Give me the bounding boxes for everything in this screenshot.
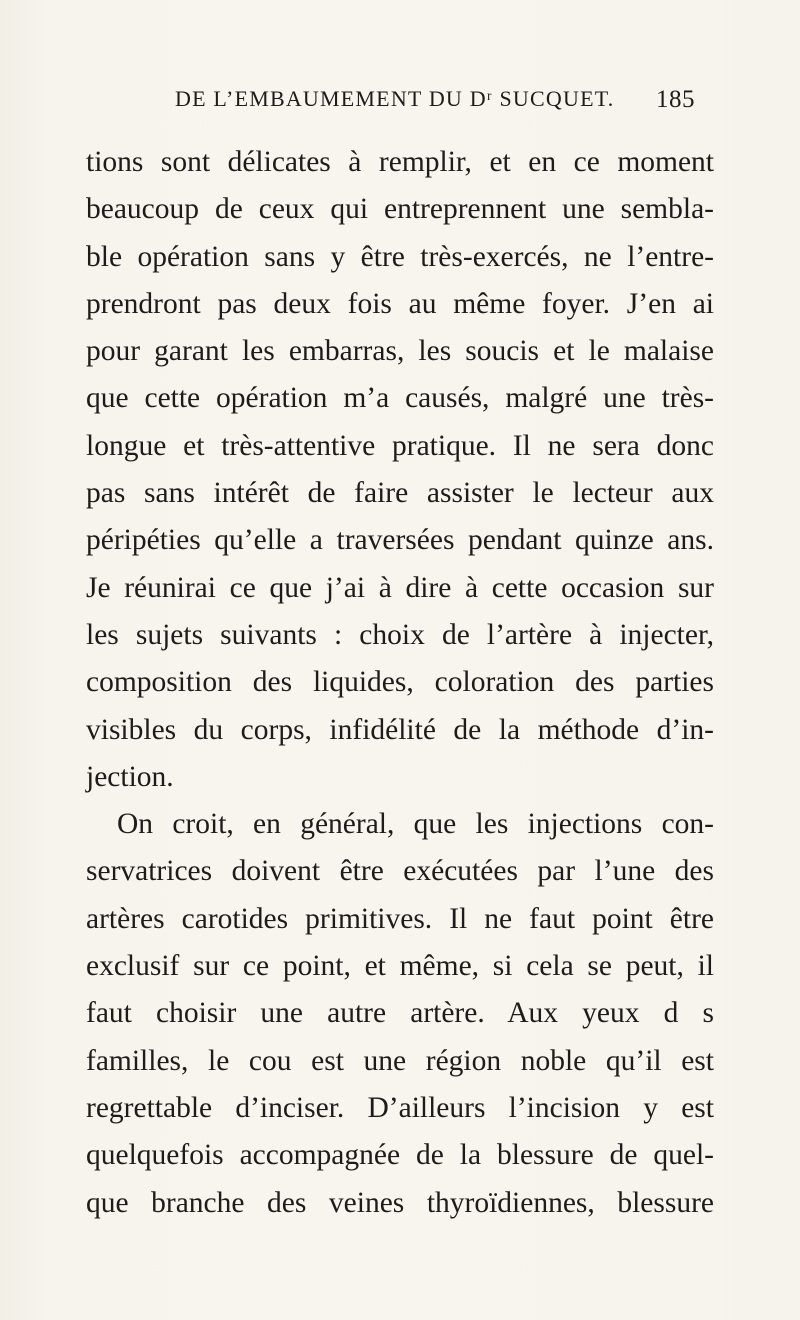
text-line: servatrices doivent être exécutées par l’une des bbox=[86, 855, 714, 888]
running-head bbox=[175, 86, 695, 116]
text-line: que cette opération m’a causés, malgré une très- bbox=[86, 382, 714, 415]
text-line: longue et très-attentive pratique. Il ne sera donc bbox=[86, 429, 714, 462]
text-line: artères carotides primitives. Il ne faut point être bbox=[86, 902, 714, 935]
text-line: jection. bbox=[86, 760, 174, 793]
body-text bbox=[86, 139, 714, 1227]
text-line: beaucoup de ceux qui entreprennent une sembla- bbox=[86, 193, 714, 226]
text-line: quelquefois accompagnée de la blessure de quel- bbox=[86, 1139, 714, 1172]
text-line: prendront pas deux fois au même foyer. J’en ai bbox=[86, 287, 714, 320]
text-line: visibles du corps, infidélité de la méthode d’in- bbox=[86, 713, 714, 746]
text-line: exclusif sur ce point, et même, si cela se peut, il bbox=[86, 950, 714, 983]
running-title: DE L’EMBAUMEMENT DU Dʳ SUCQUET. bbox=[175, 86, 615, 111]
text-line: composition des liquides, coloration des parties bbox=[86, 666, 714, 699]
text-line: familles, le cou est une région noble qu’il est bbox=[86, 1044, 714, 1077]
text-line: ble opération sans y être très-exercés, ne l’entre- bbox=[86, 240, 714, 273]
page-number: 185 bbox=[656, 86, 695, 113]
text-line: pas sans intérêt de faire assister le lecteur aux bbox=[86, 477, 714, 510]
text-line: pour garant les embarras, les soucis et le malaise bbox=[86, 335, 714, 368]
text-line: faut choisir une autre artère. Aux yeux d s bbox=[86, 997, 714, 1030]
text-line: On croit, en général, que les injections con- bbox=[117, 808, 714, 841]
text-line: tions sont délicates à remplir, et en ce moment bbox=[86, 146, 714, 178]
text-line: les sujets suivants : choix de l’artère à injecter, bbox=[86, 618, 714, 651]
text-line: Je réunirai ce que j’ai à dire à cette occasion sur bbox=[86, 571, 714, 604]
text-line: que branche des veines thyroïdiennes, blessure bbox=[86, 1186, 714, 1219]
text-line: regrettable d’inciser. D’ailleurs l’incision y est bbox=[86, 1091, 714, 1124]
text-line: péripéties qu’elle a traversées pendant quinze ans. bbox=[86, 524, 714, 557]
